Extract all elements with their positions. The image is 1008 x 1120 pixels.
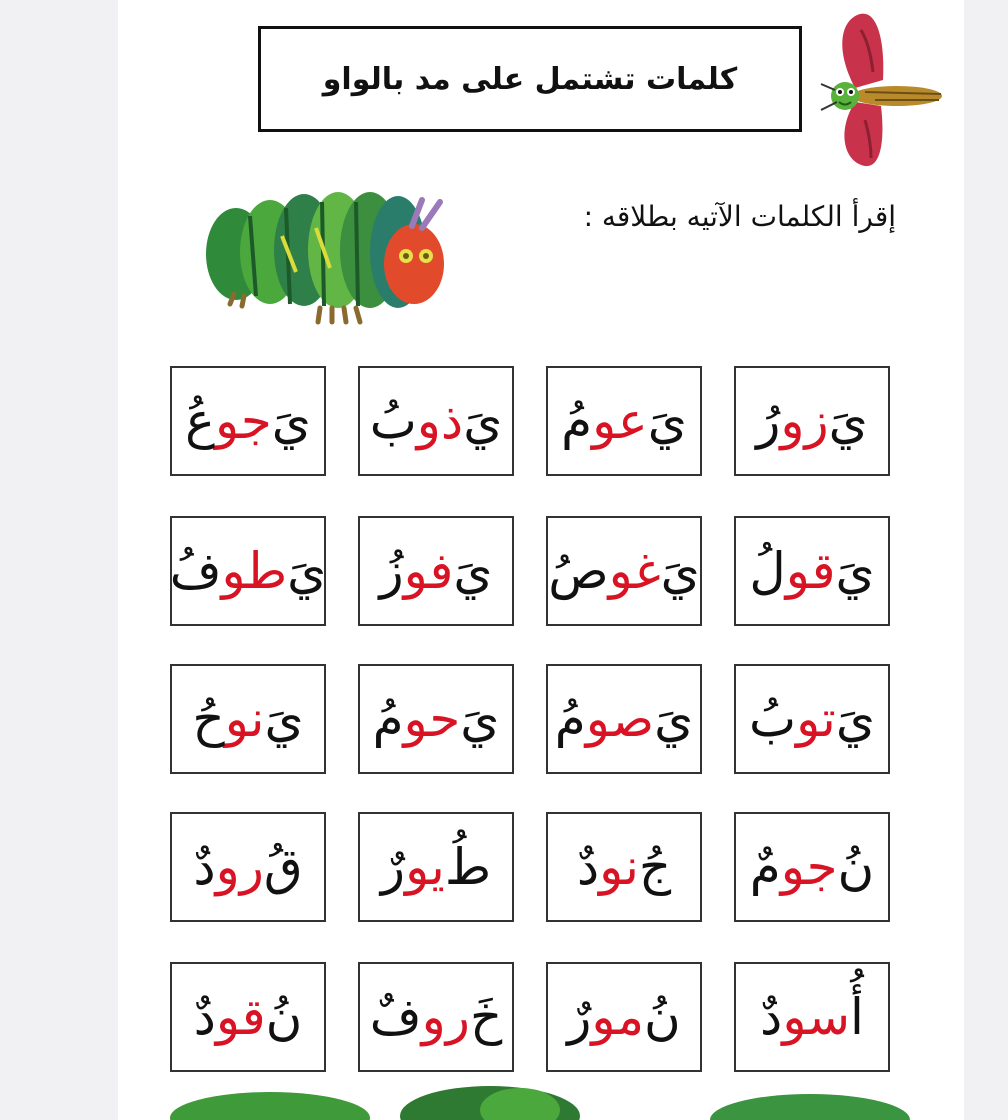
word-part: يَ bbox=[271, 392, 311, 450]
word-card bbox=[734, 812, 890, 922]
word-part: زُ bbox=[379, 542, 404, 600]
word-highlight-part: رو bbox=[215, 838, 264, 896]
word-card bbox=[734, 516, 890, 626]
word-part: بُ bbox=[369, 392, 417, 450]
word-card bbox=[358, 812, 514, 922]
word-part: يَ bbox=[835, 690, 875, 748]
word-part: يَ bbox=[828, 392, 868, 450]
word-part: نُ bbox=[265, 988, 303, 1046]
word-highlight-part: حو bbox=[403, 690, 461, 748]
word-part: لُ bbox=[749, 542, 786, 600]
word-highlight-part: ذو bbox=[416, 392, 464, 450]
word-part: مُ bbox=[561, 392, 593, 450]
word-highlight-part: فو bbox=[403, 542, 454, 600]
word-card bbox=[358, 962, 514, 1072]
word-card bbox=[170, 664, 326, 774]
word-part: خَ bbox=[469, 988, 503, 1046]
word-part: رُ bbox=[756, 392, 781, 450]
butterfly-illustration bbox=[815, 10, 947, 170]
word-part: فٌ bbox=[369, 988, 422, 1046]
word-card bbox=[358, 366, 514, 476]
word-card bbox=[734, 962, 890, 1072]
word-card bbox=[170, 812, 326, 922]
word-part: فُ bbox=[169, 542, 222, 600]
word-highlight-part: تو bbox=[796, 690, 836, 748]
word-highlight-part: صو bbox=[585, 690, 655, 748]
word-highlight-part: قو bbox=[785, 542, 836, 600]
word-part: بُ bbox=[749, 690, 797, 748]
word-part: رٌ bbox=[380, 838, 406, 896]
green-leaves-illustration bbox=[160, 1082, 920, 1120]
word-highlight-part: نو bbox=[224, 690, 265, 748]
word-highlight-part: غو bbox=[608, 542, 661, 600]
word-card bbox=[546, 962, 702, 1072]
word-highlight-part: قو bbox=[215, 988, 266, 1046]
word-part: يَ bbox=[264, 690, 304, 748]
caterpillar-illustration bbox=[200, 176, 460, 334]
word-part: دٌ bbox=[193, 988, 216, 1046]
word-part: يَ bbox=[453, 542, 493, 600]
word-card bbox=[170, 366, 326, 476]
word-highlight-part: جو bbox=[214, 392, 272, 450]
word-part: دٌ bbox=[576, 838, 600, 896]
word-part: قُ bbox=[263, 838, 303, 896]
word-highlight-part: نو bbox=[599, 838, 639, 896]
word-part: دٌ bbox=[193, 838, 216, 896]
word-highlight-part: سو bbox=[782, 988, 851, 1046]
word-card bbox=[358, 664, 514, 774]
word-card bbox=[546, 664, 702, 774]
word-part: يَ bbox=[463, 392, 503, 450]
word-part: جُ bbox=[638, 838, 672, 896]
word-part: أُ bbox=[850, 988, 864, 1046]
word-part: يَ bbox=[660, 542, 700, 600]
word-part: يَ bbox=[835, 542, 875, 600]
word-part: عُ bbox=[185, 392, 215, 450]
word-part: دٌ bbox=[760, 988, 783, 1046]
word-part: رٌ bbox=[567, 988, 592, 1046]
word-part: نُ bbox=[644, 988, 681, 1046]
word-card bbox=[170, 962, 326, 1072]
word-highlight-part: جو bbox=[780, 838, 838, 896]
word-part: نُ bbox=[837, 838, 875, 896]
word-highlight-part: زو bbox=[780, 392, 829, 450]
word-card bbox=[546, 812, 702, 922]
word-card bbox=[546, 366, 702, 476]
word-card bbox=[546, 516, 702, 626]
word-part: طُ bbox=[444, 838, 492, 896]
word-card bbox=[358, 516, 514, 626]
worksheet-title: كلمات تشتمل على مد بالواو bbox=[322, 61, 738, 97]
word-card bbox=[170, 516, 326, 626]
word-part: حُ bbox=[192, 690, 225, 748]
word-part: يَ bbox=[460, 690, 500, 748]
word-part: صُ bbox=[548, 542, 609, 600]
word-part: يَ bbox=[654, 690, 694, 748]
word-part: مُ bbox=[554, 690, 586, 748]
word-highlight-part: مو bbox=[591, 988, 645, 1046]
word-highlight-part: عو bbox=[592, 392, 648, 450]
word-highlight-part: طو bbox=[221, 542, 288, 600]
word-highlight-part: رو bbox=[421, 988, 470, 1046]
word-part: مُ bbox=[372, 690, 404, 748]
word-card bbox=[734, 664, 890, 774]
word-part: يَ bbox=[647, 392, 687, 450]
word-part: مٌ bbox=[749, 838, 781, 896]
word-card bbox=[734, 366, 890, 476]
word-part: يَ bbox=[287, 542, 327, 600]
word-highlight-part: يو bbox=[405, 838, 445, 896]
instruction-text: إقرأ الكلمات الآتيه بطلاقه : bbox=[583, 200, 896, 233]
title-box bbox=[258, 26, 802, 132]
